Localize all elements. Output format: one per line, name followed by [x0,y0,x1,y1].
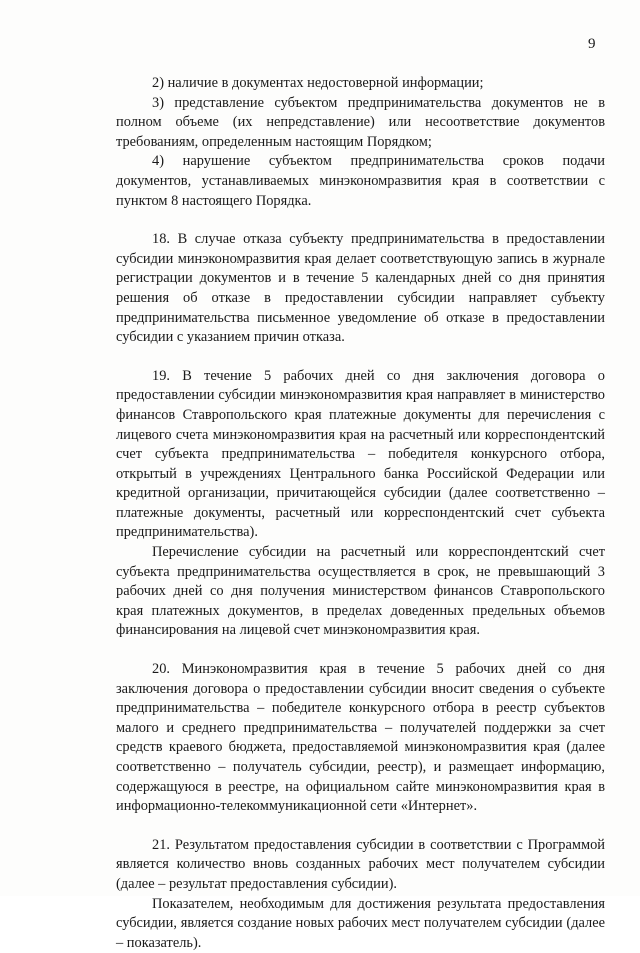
page-number: 9 [588,36,596,52]
paragraph-spacer [116,641,605,660]
paragraph-clause-19-transfer: Перечисление субсидии на расчетный или корреспондентский счет субъекта предпринимательства осуществляется в срок, не превышающий 3 рабочих дней со дня получения министерством финансов Ставропольского края платежных документов, в пределах доведенных предельных объемов финансирования на лицевой счет минэкономразвития края. [116,544,605,639]
paragraph-clause-21-indicator: Показателем, необходимым для достижения результата предоставления субсидии, является создание новых рабочих мест получателем субсидии (далее – показатель). [116,895,605,951]
document-body [116,74,605,953]
paragraph-clause-20: 20. Минэкономразвития края в течение 5 рабочих дней со дня заключения договора о предоставлении субсидии вносит сведения о субъекте предпринимательства – победителе конкурсного отбора в реестр субъектов малого и среднего предпринимательства – получателей поддержки за счет средств краевого бюджета, предоставляемой минэкономразвития края (далее соответственно – получатель субсидии, реестр), и размещает информацию, содержащуюся в реестре, на официальном сайте минэкономразвития края в информационно-телекоммуникационной сети «Интернет». [116,661,605,815]
paragraph-clause-19: 19. В течение 5 рабочих дней со дня заключения договора о предоставлении субсидии минэкономразвития края направляет в министерство финансов Ставропольского края платежные документы для перечисления с лицевого счета минэкономразвития края на расчетный или корреспондентский счет субъекта предпринимательства – победителя конкурсного отбора, открытый в учреждениях Центрального банка Российской Федерации или кредитной организации, причитающейся субсидии (далее соответственно – платежные документы, расчетный или корреспондентский счет субъекта предпринимательства). [116,367,605,541]
paragraph-spacer [116,211,605,230]
paragraph-clause-18: 18. В случае отказа субъекту предпринимательства в предоставлении субсидии минэкономразвития края делает соответствующую запись в журнале регистрации документов и в течение 5 календарных дней со дня принятия решения об отказе в предоставлении субсидии направляет субъекту предпринимательства письменное уведомление об отказе в предоставлении субсидии с указанием причин отказа. [116,231,605,346]
paragraph-item-2: 2) наличие в документах недостоверной информации; [152,75,484,91]
paragraph-clause-21: 21. Результатом предоставления субсидии в соответствии с Программой является количество вновь созданных рабочих мест получателем субсидии (далее – результат предоставления субсидии). [116,836,605,892]
paragraph-spacer [116,817,605,836]
paragraph-spacer [116,348,605,367]
paragraph-item-3: 3) представление субъектом предпринимательства документов не в полном объеме (их непредставление) или несоответствие документов требованиям, определенным настоящим Порядком; [116,94,605,150]
paragraph-item-4: 4) нарушение субъектом предпринимательства сроков подачи документов, устанавливаемых минэкономразвития края в соответствии с пунктом 8 настоящего Порядка. [116,153,605,209]
